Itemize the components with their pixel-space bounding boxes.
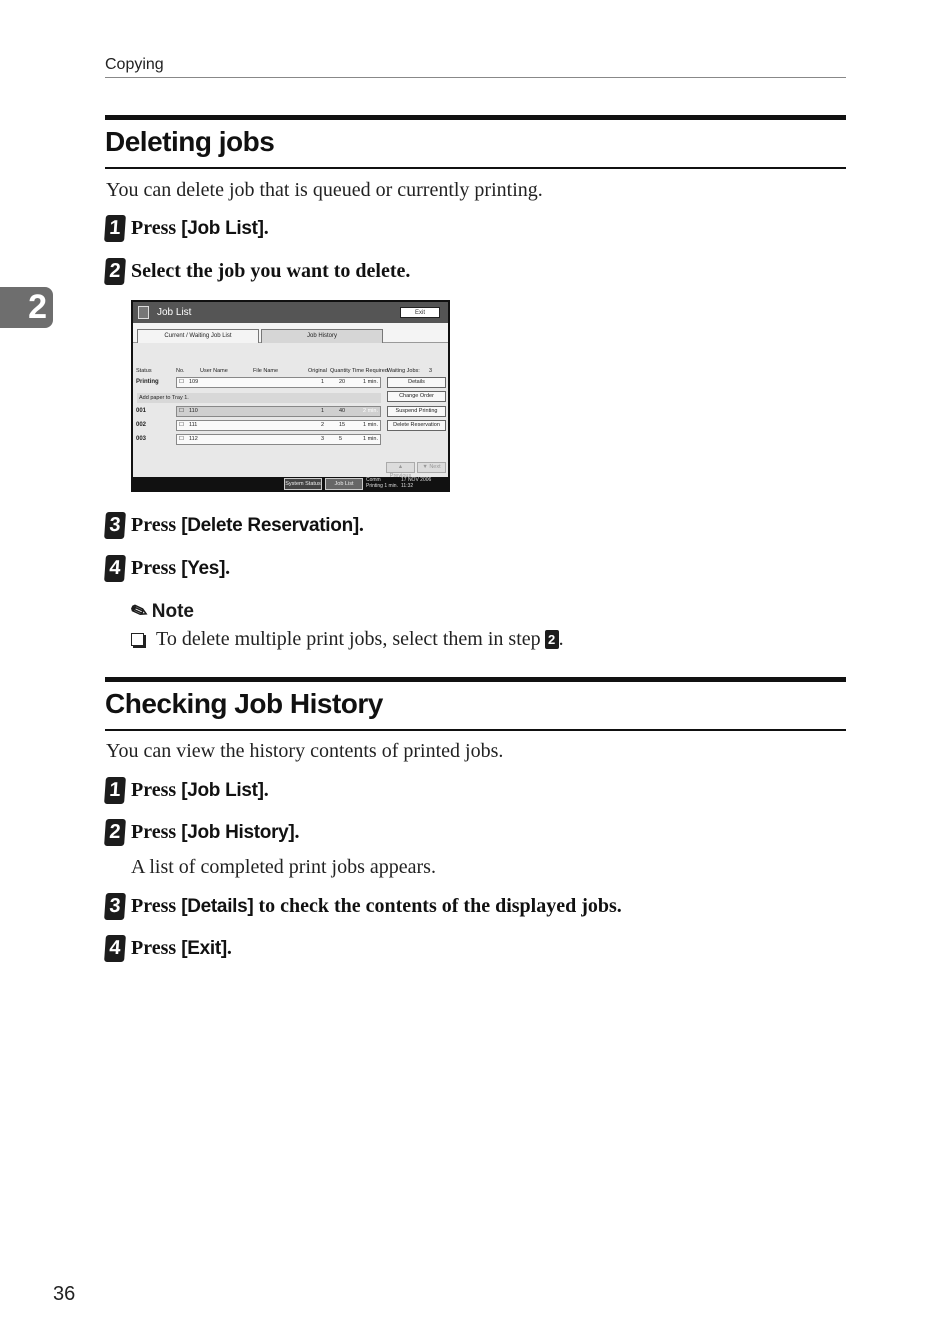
row-status: 001	[136, 408, 147, 414]
chapter-tab: 2	[0, 287, 53, 328]
step-2	[105, 258, 410, 285]
step-text: Press [Job History].	[131, 821, 300, 843]
section-top-rule	[105, 115, 846, 120]
col-original: Original	[308, 368, 327, 374]
table-row[interactable]: ☐ 112 3 5 1 min.	[176, 434, 381, 445]
screenshot-titlebar	[133, 302, 448, 323]
section-title-checking-job-history: Checking Job History	[105, 688, 383, 719]
table-row[interactable]: ☐ 109 1 20 1 min.	[176, 377, 381, 388]
section-top-rule	[105, 677, 846, 682]
step-text: Select the job you want to delete.	[131, 260, 411, 282]
status-message: Add paper to Tray 1.	[137, 393, 381, 403]
footer-datetime: 17 NOV 2006 11:32	[401, 477, 432, 489]
col-user-name: User Name	[200, 368, 228, 374]
step-number: 2	[104, 819, 126, 846]
exit-button[interactable]: Exit	[400, 307, 440, 318]
pencil-icon: ✎	[127, 598, 152, 626]
delete-reservation-button[interactable]: Delete Reservation	[387, 420, 446, 431]
tab-current-waiting[interactable]: Current / Waiting Job List	[137, 329, 259, 343]
step-3	[105, 512, 364, 539]
screenshot-title: Job List	[157, 307, 192, 318]
step-text: Press [Yes].	[131, 557, 231, 579]
section-intro: You can delete job that is queued or currently printing.	[106, 179, 543, 201]
row-status: 003	[136, 436, 147, 442]
footer-info: Comm Printing 1 min.	[366, 477, 398, 489]
step-text: Press [Job List].	[131, 217, 269, 239]
change-order-button[interactable]: Change Order	[387, 391, 446, 402]
step-text: Press [Job List].	[131, 779, 269, 801]
running-header: Copying	[105, 56, 164, 73]
step-1	[105, 215, 269, 242]
step-number: 4	[104, 935, 126, 962]
step-text: Press [Details] to check the contents of the displayed jobs.	[131, 895, 622, 917]
job-list-screenshot	[131, 300, 450, 492]
col-status: Status	[136, 368, 152, 374]
bullet-box-icon	[131, 633, 144, 646]
step-text: Press [Exit].	[131, 937, 232, 959]
step-number: 3	[104, 512, 126, 539]
tab-job-history[interactable]: Job History	[261, 329, 383, 343]
step-number: 1	[104, 215, 126, 242]
screenshot-tabs	[133, 323, 448, 343]
row-status: 002	[136, 422, 147, 428]
row-status: Printing	[136, 379, 159, 385]
details-button[interactable]: Details	[387, 377, 446, 388]
suspend-printing-button[interactable]: Suspend Printing	[387, 406, 446, 417]
step-1	[105, 777, 269, 804]
col-file-name: File Name	[253, 368, 279, 374]
section-bottom-rule	[105, 167, 846, 169]
step-2	[105, 819, 299, 846]
step-number: 4	[104, 555, 126, 582]
col-quantity: Quantity	[330, 368, 351, 374]
col-time-required: Time Required	[352, 368, 388, 374]
col-no: No.	[176, 368, 185, 374]
step-number: 1	[104, 777, 126, 804]
next-button[interactable]: ▼ Next	[417, 462, 446, 473]
waiting-jobs-count: 3	[429, 368, 433, 374]
job-list-icon	[138, 306, 149, 319]
section-title-deleting-jobs: Deleting jobs	[105, 126, 275, 157]
step-4	[105, 935, 232, 962]
previous-button[interactable]: ▲ Previous	[386, 462, 415, 473]
job-list-button[interactable]: Job List	[325, 478, 363, 490]
step-4	[105, 555, 230, 582]
step-number: 2	[104, 258, 126, 285]
step-result: A list of completed print jobs appears.	[131, 856, 436, 878]
header-rule	[105, 77, 846, 78]
note-item: To delete multiple print jobs, select them in step 2 .	[131, 628, 564, 651]
step-text: Press [Delete Reservation].	[131, 514, 364, 536]
note-heading: ✎ Note	[127, 598, 194, 626]
step-3	[105, 893, 622, 920]
table-row[interactable]: ☐ 110 1 40 2 min.	[176, 406, 381, 417]
table-row[interactable]: ☐ 111 2 15 1 min.	[176, 420, 381, 431]
section-intro: You can view the history contents of printed jobs.	[106, 740, 504, 762]
system-status-button[interactable]: System Status	[284, 478, 322, 490]
waiting-jobs-label: Waiting Jobs:	[387, 368, 420, 374]
page-number: 36	[53, 1283, 76, 1305]
section-bottom-rule	[105, 729, 846, 731]
step-ref-icon: 2	[545, 630, 559, 649]
step-number: 3	[104, 893, 126, 920]
